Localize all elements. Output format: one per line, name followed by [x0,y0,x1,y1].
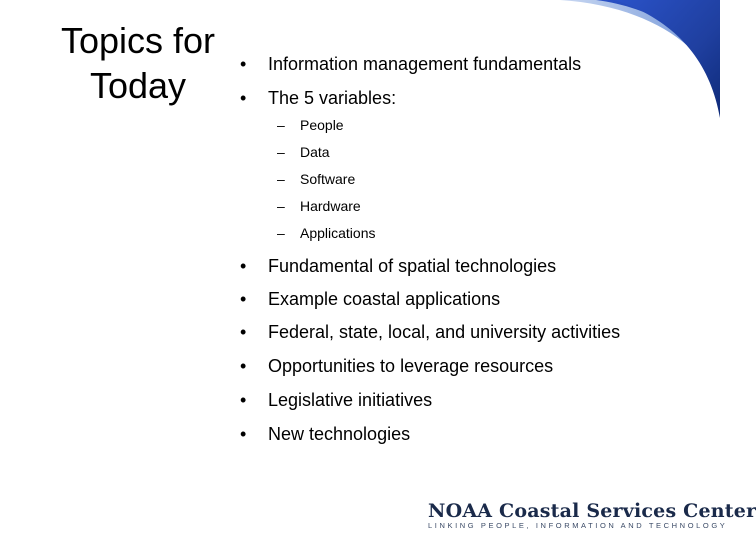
dash-glyph: – [277,171,285,187]
bullet-text: Opportunities to leverage resources [268,356,554,376]
logo-name: NOAA Coastal Services Center [428,500,756,522]
bullet-glyph: • [240,256,247,276]
bullet-text: Example coastal applications [268,289,501,309]
bullet-text: Legislative initiatives [268,390,433,410]
bullet-glyph: • [240,289,247,309]
sub-bullet-text: People [300,117,344,133]
bullet-glyph: • [240,424,247,444]
bullet-glyph: • [240,322,247,342]
dash-glyph: – [277,225,285,241]
sub-bullet-text: Data [300,144,330,160]
sub-bullet-text: Software [300,171,356,187]
bullet-text: Information management fundamentals [268,54,582,74]
logo-tagline: LINKING PEOPLE, INFORMATION AND TECHNOLOGY [428,521,728,530]
bullet-glyph: • [240,54,247,74]
dash-glyph: – [277,144,285,160]
bullet-glyph: • [240,356,247,376]
bullet-text: Federal, state, local, and university activities [268,322,621,342]
slide-title: Topics for Today [60,20,216,106]
noaa-logo [428,500,756,534]
bullet-text: The 5 variables: [268,88,397,108]
bullet-glyph: • [240,390,247,410]
dash-glyph: – [277,198,285,214]
sub-bullet-text: Applications [300,225,376,241]
bullet-text: Fundamental of spatial technologies [268,256,557,276]
bullet-text: New technologies [268,424,411,444]
bullet-glyph: • [240,88,247,108]
dash-glyph: – [277,117,285,133]
sub-bullet-text: Hardware [300,198,361,214]
